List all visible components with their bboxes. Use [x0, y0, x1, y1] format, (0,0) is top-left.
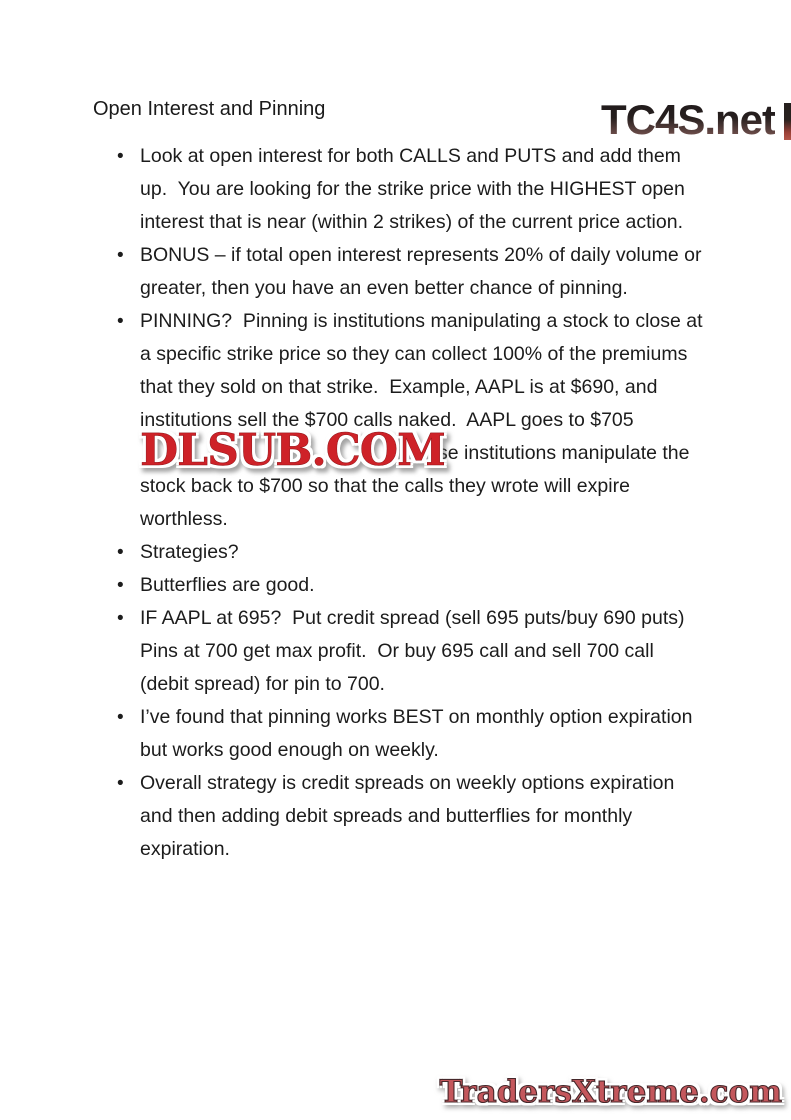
bullet-list: [93, 140, 708, 866]
tc4s-logo: TC4S.net: [600, 96, 775, 143]
bullet-text: IF AAPL at 695? Put credit spread (sell 695 puts/buy 690 puts) Pins at 700 get max profit. Or buy 695 call and sell 700 call (debit spread) for pin to 700.: [140, 607, 696, 695]
bullet-text: I’ve found that pinning works BEST on monthly option expiration but works good enough on weekly.: [140, 706, 698, 761]
bullet-item: [93, 701, 705, 767]
dlsub-watermark: [140, 425, 445, 476]
bullet-item: [93, 767, 705, 866]
bullet-text: Butterflies are good.: [140, 574, 315, 596]
document-page: [0, 96, 791, 1110]
bullet-text: BONUS – if total open interest represents 20% of daily volume or greater, then you have an even better chance of pinning.: [140, 244, 707, 299]
bullet-text: PINNING? Pinning is institutions manipulating a stock to close at a specific strike price so they can collect 100% of the premiums that they sold on that strike. Example, AAPL is at $690, and institutions sell the $700 calls naked. AAPL goes to $705: [140, 310, 708, 431]
page-title: Open Interest and Pinning: [93, 98, 326, 120]
bullet-item: [93, 305, 708, 536]
bullet-item: [93, 239, 705, 305]
bullet-item: [93, 536, 705, 569]
bullet-text: Overall strategy is credit spreads on weekly options expiration and then adding debit spreads and butterflies for monthly expiration.: [140, 772, 680, 860]
bullet-text: se institutions manipulate the stock back to $700 so that the calls they wrote will expire worthless.: [140, 442, 695, 530]
dlsub-watermark-text: DLSUB.COM: [140, 425, 445, 476]
bullet-item: [93, 602, 705, 701]
bullet-item: [93, 569, 705, 602]
bullet-text: Look at open interest for both CALLS and PUTS and add them up. You are looking for the strike price with the HIGHEST open interest that is near (within 2 strikes) of the current price action.: [140, 145, 691, 233]
bullet-item: [93, 140, 705, 239]
bullet-text: Strategies?: [140, 541, 239, 563]
logo-corner-accent: [784, 103, 791, 140]
tradersxtreme-watermark: TradersXtreme.com: [439, 1074, 782, 1110]
